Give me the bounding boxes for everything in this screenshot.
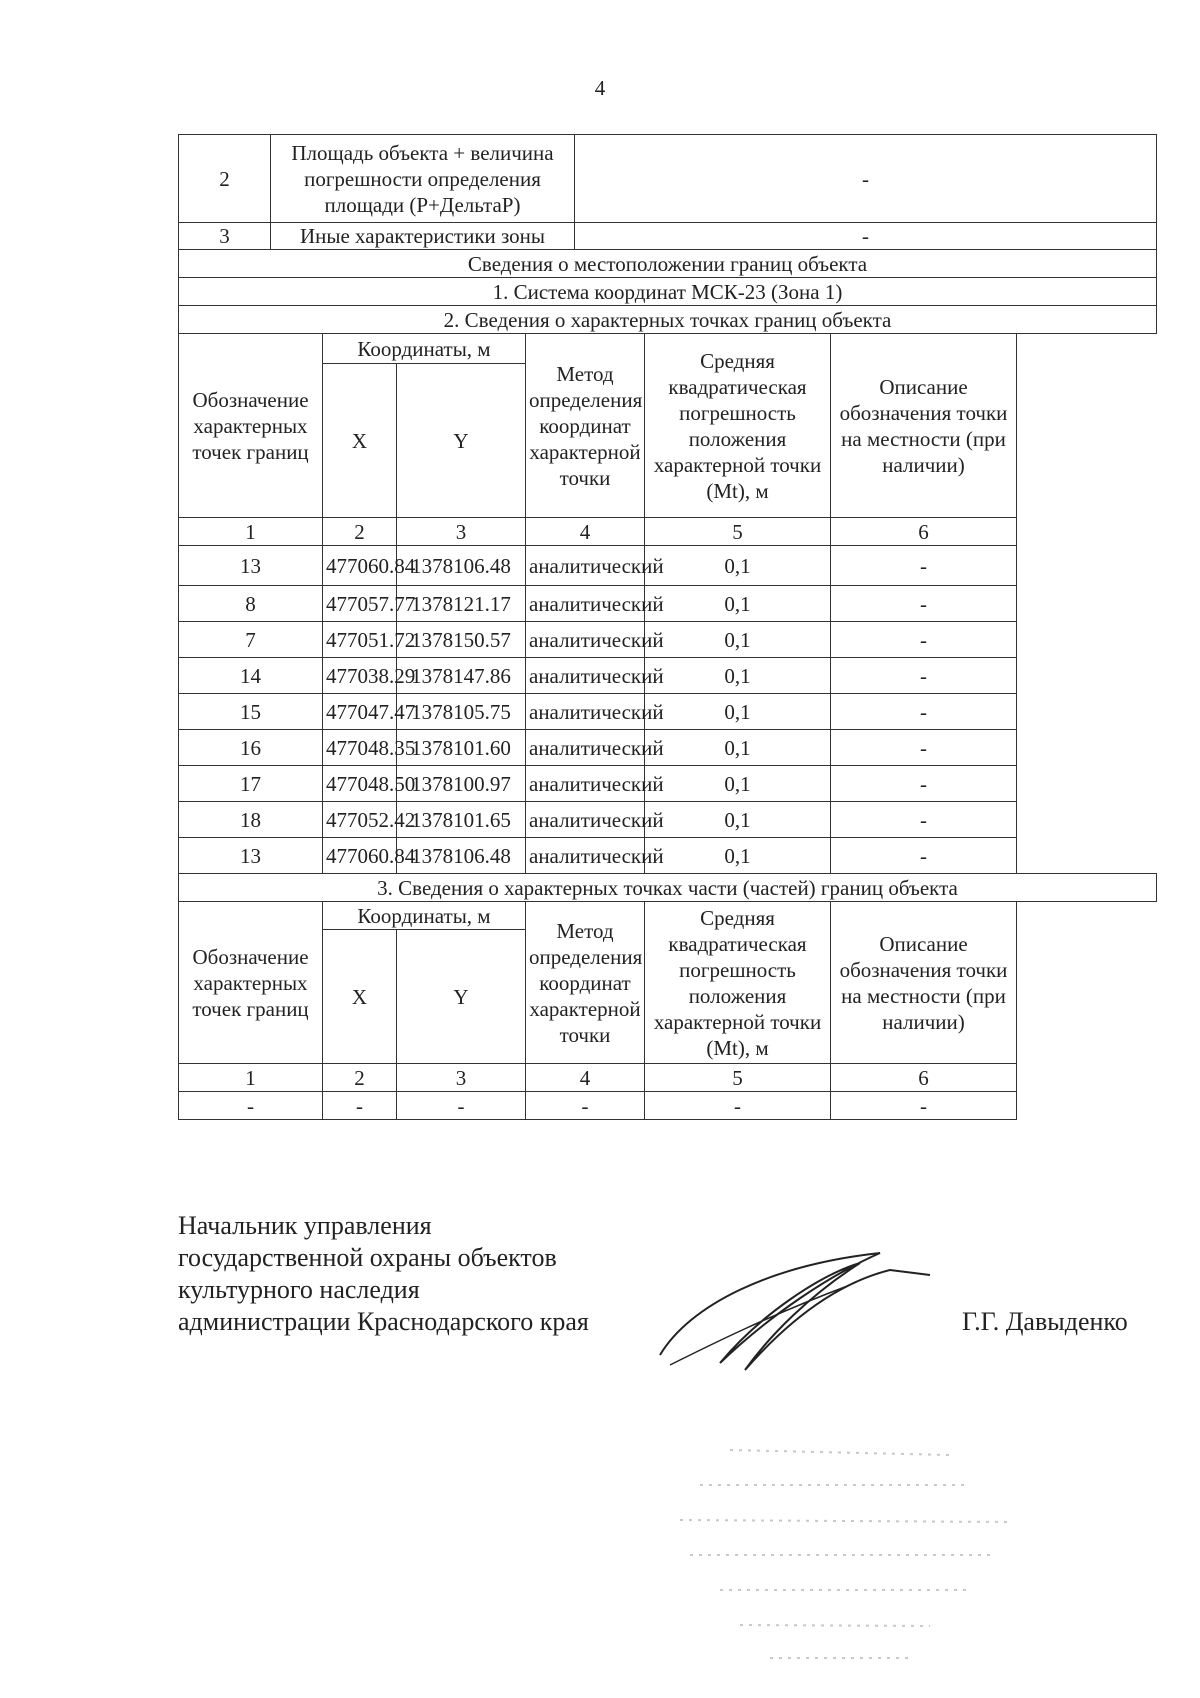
parts-cell: - <box>645 1092 831 1120</box>
column-number: 5 <box>645 518 831 546</box>
point-y: 1378101.60 <box>397 730 526 766</box>
table-row <box>179 622 1157 658</box>
point-method: аналитический <box>526 730 645 766</box>
column-numbers-row <box>179 1064 1157 1092</box>
point-method: аналитический <box>526 546 645 586</box>
point-method: аналитический <box>526 766 645 802</box>
point-x: 477052.42 <box>323 802 397 838</box>
point-y: 1378106.48 <box>397 838 526 874</box>
point-mt: 0,1 <box>645 694 831 730</box>
point-y: 1378106.48 <box>397 546 526 586</box>
point-id: 14 <box>179 658 323 694</box>
point-x: 477060.84 <box>323 546 397 586</box>
point-method: аналитический <box>526 838 645 874</box>
point-desc: - <box>831 658 1017 694</box>
signatory-title <box>178 1210 589 1338</box>
header-designation: Обозначение характерных точек границ <box>179 334 323 518</box>
page-number: 4 <box>594 76 606 100</box>
column-number: 6 <box>831 1064 1017 1092</box>
point-desc: - <box>831 694 1017 730</box>
column-number: 4 <box>526 1064 645 1092</box>
header-method: Метод определения координат характерной точки <box>526 334 645 518</box>
parts-cell: - <box>179 1092 323 1120</box>
top-row-other <box>179 223 1157 250</box>
point-desc: - <box>831 802 1017 838</box>
header-error: Средняя квадратическая погрешность положения характерной точки (Mt), м <box>645 334 831 518</box>
point-x: 477051.72 <box>323 622 397 658</box>
point-mt: 0,1 <box>645 546 831 586</box>
column-number: 5 <box>645 1064 831 1092</box>
table-row <box>179 694 1157 730</box>
column-number: 6 <box>831 518 1017 546</box>
parts-row <box>179 1092 1157 1120</box>
top-row-number: 3 <box>179 223 271 250</box>
section-title: Сведения о местоположении границ объекта <box>179 250 1157 278</box>
top-row-area <box>179 135 1157 223</box>
point-desc: - <box>831 586 1017 622</box>
table-row <box>179 838 1157 874</box>
point-desc: - <box>831 838 1017 874</box>
point-x: 477048.50 <box>323 766 397 802</box>
table-row <box>179 766 1157 802</box>
column-number: 3 <box>397 518 526 546</box>
column-number: 2 <box>323 518 397 546</box>
top-row-value: - <box>575 223 1157 250</box>
point-id: 7 <box>179 622 323 658</box>
header-error: Средняя квадратическая погрешность положения характерной точки (Mt), м <box>645 902 831 1064</box>
header-coordinates: Координаты, м <box>323 334 526 364</box>
parts-cell: - <box>397 1092 526 1120</box>
point-desc: - <box>831 766 1017 802</box>
point-y: 1378105.75 <box>397 694 526 730</box>
parts-cell: - <box>323 1092 397 1120</box>
point-mt: 0,1 <box>645 838 831 874</box>
point-id: 15 <box>179 694 323 730</box>
signatory-line: Начальник управления <box>178 1211 432 1240</box>
point-y: 1378150.57 <box>397 622 526 658</box>
point-mt: 0,1 <box>645 658 831 694</box>
table-row <box>179 586 1157 622</box>
header-description: Описание обозначения точки на местности (при наличии) <box>831 334 1017 518</box>
point-mt: 0,1 <box>645 622 831 658</box>
header-y: Y <box>397 364 526 518</box>
table-row <box>179 658 1157 694</box>
signatory-line: государственной охраны объектов <box>178 1243 557 1272</box>
column-number: 4 <box>526 518 645 546</box>
column-number: 1 <box>179 518 323 546</box>
point-id: 13 <box>179 838 323 874</box>
header-description: Описание обозначения точки на местности (при наличии) <box>831 902 1017 1064</box>
table-row <box>179 802 1157 838</box>
point-x: 477060.84 <box>323 838 397 874</box>
parts-cell: - <box>831 1092 1017 1120</box>
column-number: 2 <box>323 1064 397 1092</box>
table-row <box>179 730 1157 766</box>
point-desc: - <box>831 546 1017 586</box>
coord-system-title: 1. Система координат МСК-23 (Зона 1) <box>179 278 1157 306</box>
point-y: 1378147.86 <box>397 658 526 694</box>
top-row-value: - <box>575 135 1157 223</box>
section3-title: 3. Сведения о характерных точках части (частей) границ объекта <box>179 874 1157 902</box>
point-x: 477038.29 <box>323 658 397 694</box>
point-y: 1378121.17 <box>397 586 526 622</box>
top-row-number: 2 <box>179 135 271 223</box>
point-id: 13 <box>179 546 323 586</box>
header-x: X <box>323 930 397 1064</box>
point-method: аналитический <box>526 802 645 838</box>
point-method: аналитический <box>526 658 645 694</box>
column-number: 3 <box>397 1064 526 1092</box>
point-mt: 0,1 <box>645 766 831 802</box>
point-desc: - <box>831 730 1017 766</box>
point-mt: 0,1 <box>645 730 831 766</box>
table-row <box>179 546 1157 586</box>
header-y: Y <box>397 930 526 1064</box>
top-row-label: Площадь объекта + величина погрешности определения площади (P+ДельтаP) <box>271 135 575 223</box>
section2-title: 2. Сведения о характерных точках границ объекта <box>179 306 1157 334</box>
point-method: аналитический <box>526 622 645 658</box>
point-id: 17 <box>179 766 323 802</box>
point-id: 18 <box>179 802 323 838</box>
header-coordinates: Координаты, м <box>323 902 526 930</box>
signatory-line: администрации Краснодарского края <box>178 1307 589 1336</box>
point-x: 477047.47 <box>323 694 397 730</box>
point-method: аналитический <box>526 694 645 730</box>
point-mt: 0,1 <box>645 586 831 622</box>
point-y: 1378100.97 <box>397 766 526 802</box>
parts-cell: - <box>526 1092 645 1120</box>
top-row-label: Иные характеристики зоны <box>271 223 575 250</box>
point-mt: 0,1 <box>645 802 831 838</box>
point-x: 477057.77 <box>323 586 397 622</box>
header-designation: Обозначение характерных точек границ <box>179 902 323 1064</box>
point-y: 1378101.65 <box>397 802 526 838</box>
boundary-table <box>178 134 1157 1120</box>
point-method: аналитический <box>526 586 645 622</box>
column-numbers-row <box>179 518 1157 546</box>
point-desc: - <box>831 622 1017 658</box>
signatory-name: Г.Г. Давыденко <box>962 1307 1128 1336</box>
point-id: 8 <box>179 586 323 622</box>
point-x: 477048.35 <box>323 730 397 766</box>
signatory-line: культурного наследия <box>178 1275 420 1304</box>
column-number: 1 <box>179 1064 323 1092</box>
faded-stamp <box>670 1430 1030 1670</box>
header-method: Метод определения координат характерной точки <box>526 902 645 1064</box>
handwritten-signature <box>650 1245 940 1375</box>
header-x: X <box>323 364 397 518</box>
point-id: 16 <box>179 730 323 766</box>
